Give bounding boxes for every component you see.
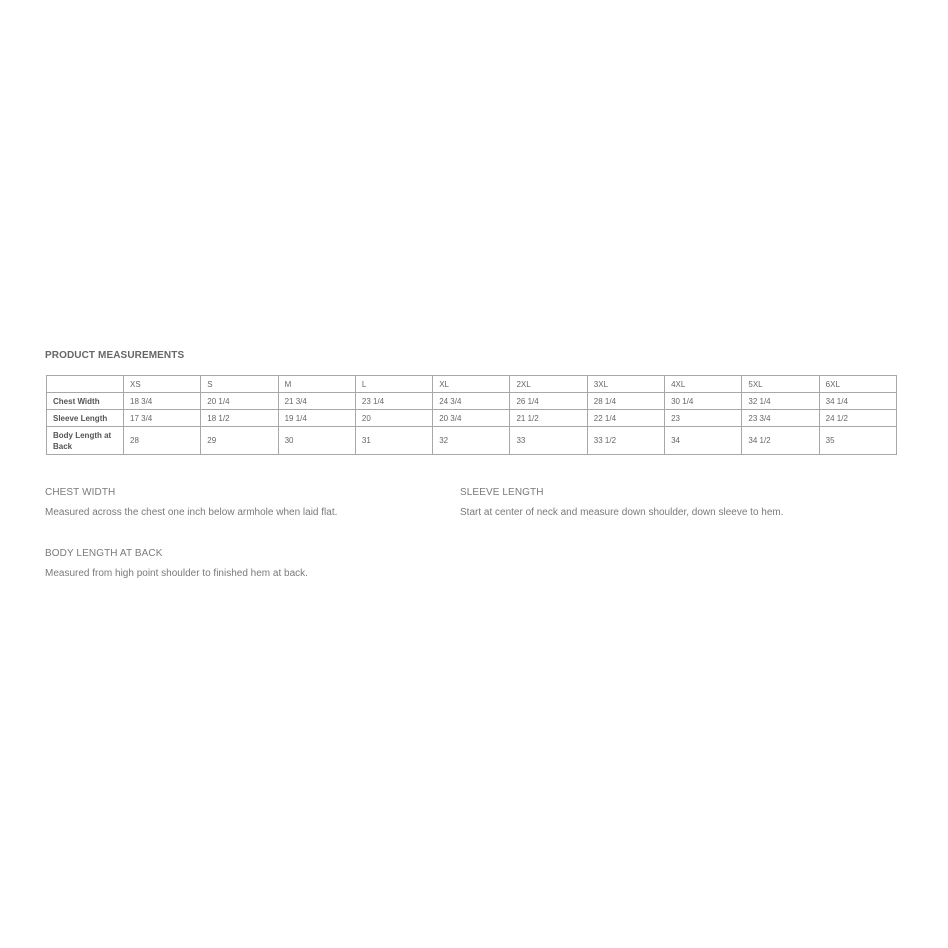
chest-width-description: Measured across the chest one inch below armhole when laid flat. <box>45 507 338 518</box>
table-cell: 24 3/4 <box>433 393 510 410</box>
sleeve-length-heading: SLEEVE LENGTH <box>460 487 544 498</box>
table-cell: 22 1/4 <box>587 410 664 427</box>
header-corner-cell <box>47 376 124 393</box>
measurements-table <box>46 375 897 455</box>
table-cell: 28 1/4 <box>587 393 664 410</box>
body-length-description: Measured from high point shoulder to finished hem at back. <box>45 568 308 579</box>
table-cell: 20 1/4 <box>201 393 278 410</box>
size-header-cell: XL <box>433 376 510 393</box>
table-row-sleeve-length <box>47 410 897 427</box>
table-cell: 17 3/4 <box>124 410 201 427</box>
table-cell: 34 <box>665 427 742 455</box>
table-cell: 19 1/4 <box>278 410 355 427</box>
row-label-body-length: Body Length at Back <box>47 427 124 455</box>
size-header-cell: 3XL <box>587 376 664 393</box>
table-cell: 29 <box>201 427 278 455</box>
section-title: PRODUCT MEASUREMENTS <box>45 350 185 361</box>
table-cell: 34 1/2 <box>742 427 819 455</box>
size-header-cell: M <box>278 376 355 393</box>
table-cell: 31 <box>355 427 432 455</box>
size-header-cell: 6XL <box>819 376 896 393</box>
table-cell: 21 1/2 <box>510 410 587 427</box>
table-cell: 28 <box>124 427 201 455</box>
size-header-cell: L <box>355 376 432 393</box>
table-cell: 24 1/2 <box>819 410 896 427</box>
size-header-cell: 5XL <box>742 376 819 393</box>
row-label-chest-width: Chest Width <box>47 393 124 410</box>
size-header-row <box>47 376 897 393</box>
table-cell: 21 3/4 <box>278 393 355 410</box>
size-header-cell: 2XL <box>510 376 587 393</box>
size-header-cell: S <box>201 376 278 393</box>
table-cell: 32 1/4 <box>742 393 819 410</box>
table-cell: 20 3/4 <box>433 410 510 427</box>
body-length-heading: BODY LENGTH AT BACK <box>45 548 163 559</box>
row-label-sleeve-length: Sleeve Length <box>47 410 124 427</box>
table-cell: 26 1/4 <box>510 393 587 410</box>
table-cell: 23 3/4 <box>742 410 819 427</box>
table-cell: 33 <box>510 427 587 455</box>
table-cell: 18 1/2 <box>201 410 278 427</box>
chest-width-heading: CHEST WIDTH <box>45 487 116 498</box>
table-row-chest-width <box>47 393 897 410</box>
table-cell: 32 <box>433 427 510 455</box>
table-cell: 30 1/4 <box>665 393 742 410</box>
table-cell: 30 <box>278 427 355 455</box>
table-cell: 23 1/4 <box>355 393 432 410</box>
table-cell: 34 1/4 <box>819 393 896 410</box>
table-cell: 33 1/2 <box>587 427 664 455</box>
table-cell: 18 3/4 <box>124 393 201 410</box>
table-cell: 20 <box>355 410 432 427</box>
table-row-body-length <box>47 427 897 455</box>
size-header-cell: 4XL <box>665 376 742 393</box>
sleeve-length-description: Start at center of neck and measure down shoulder, down sleeve to hem. <box>460 507 784 518</box>
table-cell: 23 <box>665 410 742 427</box>
size-header-cell: XS <box>124 376 201 393</box>
table-cell: 35 <box>819 427 896 455</box>
